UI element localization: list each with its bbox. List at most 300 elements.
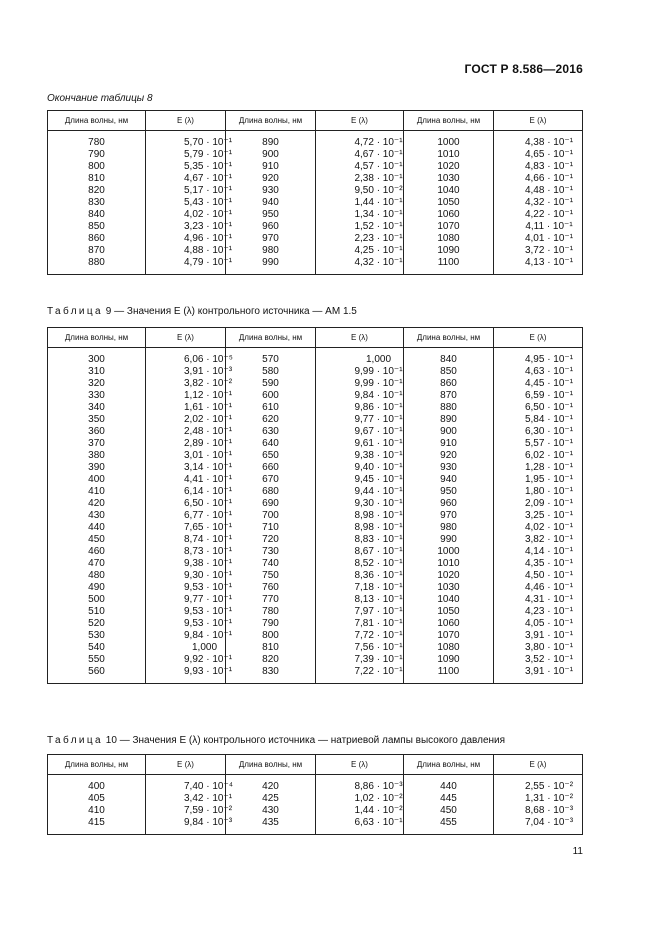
table9-caption-text: — Значения E (λ) контрольного источника — AM 1.5 xyxy=(114,306,357,317)
wavelength-cell: 920 xyxy=(404,450,494,462)
wavelength-cell: 550 xyxy=(48,654,146,666)
spectral-value-cell: 8,13 · 10⁻¹ xyxy=(316,594,404,606)
spectral-value-cell: 8,73 · 10⁻¹ xyxy=(146,546,226,558)
spectral-value-cell: 7,39 · 10⁻¹ xyxy=(316,654,404,666)
table-row xyxy=(48,378,583,390)
spectral-value-cell: 8,36 · 10⁻¹ xyxy=(316,570,404,582)
wavelength-cell: 400 xyxy=(48,775,146,794)
wavelength-cell: 1030 xyxy=(404,582,494,594)
spectral-value-cell: 3,91 · 10⁻³ xyxy=(146,366,226,378)
spectral-value-cell: 4,45 · 10⁻¹ xyxy=(494,378,583,390)
spectral-value-cell: 9,93 · 10⁻¹ xyxy=(146,666,226,684)
table-row xyxy=(48,594,583,606)
spectral-value-cell: 8,86 · 10⁻³ xyxy=(316,775,404,794)
spectral-value-cell: 1,44 · 10⁻¹ xyxy=(316,197,404,209)
wavelength-cell: 990 xyxy=(226,257,316,275)
spectral-value-cell: 6,59 · 10⁻¹ xyxy=(494,390,583,402)
table-row xyxy=(48,642,583,654)
spectral-value-cell: 6,77 · 10⁻¹ xyxy=(146,510,226,522)
spectral-value-cell: 9,44 · 10⁻¹ xyxy=(316,486,404,498)
column-header-wavelength: Длина волны, нм xyxy=(404,328,494,348)
wavelength-cell: 430 xyxy=(226,805,316,817)
table-row xyxy=(48,197,583,209)
column-header-wavelength: Длина волны, нм xyxy=(404,755,494,775)
spectral-value-cell: 9,84 · 10⁻¹ xyxy=(316,390,404,402)
wavelength-cell: 1070 xyxy=(404,221,494,233)
spectral-value-cell: 9,99 · 10⁻¹ xyxy=(316,366,404,378)
table10-caption-number: 10 xyxy=(105,735,117,746)
spectral-value-cell: 2,48 · 10⁻¹ xyxy=(146,426,226,438)
table-row xyxy=(48,570,583,582)
table-row xyxy=(48,474,583,486)
table-row xyxy=(48,606,583,618)
wavelength-cell: 960 xyxy=(226,221,316,233)
wavelength-cell: 425 xyxy=(226,793,316,805)
spectral-value-cell: 3,14 · 10⁻¹ xyxy=(146,462,226,474)
wavelength-cell: 1080 xyxy=(404,233,494,245)
spectral-value-cell: 6,30 · 10⁻¹ xyxy=(494,426,583,438)
table-row xyxy=(48,618,583,630)
spectral-value-cell: 3,52 · 10⁻¹ xyxy=(494,654,583,666)
spectral-value-cell: 8,52 · 10⁻¹ xyxy=(316,558,404,570)
wavelength-cell: 990 xyxy=(404,534,494,546)
spectral-value-cell: 4,67 · 10⁻¹ xyxy=(146,173,226,185)
table-row xyxy=(48,558,583,570)
wavelength-cell: 890 xyxy=(226,131,316,150)
wavelength-cell: 640 xyxy=(226,438,316,450)
spectral-value-cell: 4,72 · 10⁻¹ xyxy=(316,131,404,150)
table-row xyxy=(48,438,583,450)
spectral-value-cell: 1,44 · 10⁻² xyxy=(316,805,404,817)
wavelength-cell: 1100 xyxy=(404,257,494,275)
spectral-value-cell: 2,89 · 10⁻¹ xyxy=(146,438,226,450)
table-header-row xyxy=(48,328,583,348)
wavelength-cell: 930 xyxy=(404,462,494,474)
wavelength-cell: 1060 xyxy=(404,618,494,630)
wavelength-cell: 540 xyxy=(48,642,146,654)
wavelength-cell: 1080 xyxy=(404,642,494,654)
spectral-value-cell: 1,31 · 10⁻² xyxy=(494,793,583,805)
table-row xyxy=(48,233,583,245)
spectral-value-cell: 9,45 · 10⁻¹ xyxy=(316,474,404,486)
wavelength-cell: 1010 xyxy=(404,149,494,161)
spectral-value-cell: 4,96 · 10⁻¹ xyxy=(146,233,226,245)
wavelength-cell: 890 xyxy=(404,414,494,426)
table-row xyxy=(48,209,583,221)
wavelength-cell: 405 xyxy=(48,793,146,805)
wavelength-cell: 820 xyxy=(48,185,146,197)
wavelength-cell: 880 xyxy=(48,257,146,275)
spectral-value-cell: 9,30 · 10⁻¹ xyxy=(316,498,404,510)
table-row xyxy=(48,173,583,185)
spectral-value-cell: 4,66 · 10⁻¹ xyxy=(494,173,583,185)
table-row xyxy=(48,654,583,666)
table-row xyxy=(48,131,583,150)
wavelength-cell: 370 xyxy=(48,438,146,450)
wavelength-cell: 950 xyxy=(226,209,316,221)
table-row xyxy=(48,498,583,510)
column-header-value: E (λ) xyxy=(494,755,583,775)
spectral-value-cell: 2,09 · 10⁻¹ xyxy=(494,498,583,510)
table-row xyxy=(48,522,583,534)
wavelength-cell: 630 xyxy=(226,426,316,438)
spectral-value-cell: 6,50 · 10⁻¹ xyxy=(146,498,226,510)
spectral-value-cell: 1,000 xyxy=(146,642,226,654)
wavelength-cell: 400 xyxy=(48,474,146,486)
wavelength-cell: 360 xyxy=(48,426,146,438)
table-row xyxy=(48,149,583,161)
table8-caption: Окончание таблицы 8 xyxy=(47,93,153,104)
wavelength-cell: 940 xyxy=(226,197,316,209)
spectral-value-cell: 7,65 · 10⁻¹ xyxy=(146,522,226,534)
wavelength-cell: 730 xyxy=(226,546,316,558)
wavelength-cell: 470 xyxy=(48,558,146,570)
wavelength-cell: 620 xyxy=(226,414,316,426)
table-row xyxy=(48,793,583,805)
spectral-value-cell: 9,61 · 10⁻¹ xyxy=(316,438,404,450)
spectral-value-cell: 9,38 · 10⁻¹ xyxy=(316,450,404,462)
table-row xyxy=(48,534,583,546)
spectral-value-cell: 7,18 · 10⁻¹ xyxy=(316,582,404,594)
table-row xyxy=(48,462,583,474)
wavelength-cell: 445 xyxy=(404,793,494,805)
spectral-value-cell: 1,95 · 10⁻¹ xyxy=(494,474,583,486)
wavelength-cell: 420 xyxy=(226,775,316,794)
column-header-value: E (λ) xyxy=(316,755,404,775)
wavelength-cell: 650 xyxy=(226,450,316,462)
table-row xyxy=(48,666,583,684)
wavelength-cell: 860 xyxy=(48,233,146,245)
wavelength-cell: 490 xyxy=(48,582,146,594)
page-number: 11 xyxy=(572,846,583,857)
wavelength-cell: 1000 xyxy=(404,131,494,150)
wavelength-cell: 410 xyxy=(48,805,146,817)
wavelength-cell: 1010 xyxy=(404,558,494,570)
wavelength-cell: 1040 xyxy=(404,594,494,606)
table-row xyxy=(48,630,583,642)
spectral-value-cell: 9,67 · 10⁻¹ xyxy=(316,426,404,438)
spectral-value-cell: 9,30 · 10⁻¹ xyxy=(146,570,226,582)
wavelength-cell: 480 xyxy=(48,570,146,582)
column-header-value: E (λ) xyxy=(316,111,404,131)
wavelength-cell: 780 xyxy=(48,131,146,150)
column-header-wavelength: Длина волны, нм xyxy=(48,111,146,131)
wavelength-cell: 300 xyxy=(48,348,146,367)
table-row xyxy=(48,510,583,522)
wavelength-cell: 520 xyxy=(48,618,146,630)
wavelength-cell: 720 xyxy=(226,534,316,546)
spectral-value-cell: 1,80 · 10⁻¹ xyxy=(494,486,583,498)
spectral-value-cell: 7,40 · 10⁻⁴ xyxy=(146,775,226,794)
wavelength-cell: 1050 xyxy=(404,606,494,618)
table-row xyxy=(48,161,583,173)
column-header-value: E (λ) xyxy=(316,328,404,348)
table-row xyxy=(48,245,583,257)
table9-caption-number: 9 xyxy=(105,306,112,317)
spectral-value-cell: 4,35 · 10⁻¹ xyxy=(494,558,583,570)
table-row xyxy=(48,817,583,835)
spectral-value-cell: 8,83 · 10⁻¹ xyxy=(316,534,404,546)
table-row xyxy=(48,221,583,233)
spectral-value-cell: 8,68 · 10⁻³ xyxy=(494,805,583,817)
wavelength-cell: 970 xyxy=(226,233,316,245)
table-row xyxy=(48,486,583,498)
column-header-wavelength: Длина волны, нм xyxy=(48,755,146,775)
spectral-value-cell: 7,81 · 10⁻¹ xyxy=(316,618,404,630)
wavelength-cell: 350 xyxy=(48,414,146,426)
spectral-value-cell: 7,22 · 10⁻¹ xyxy=(316,666,404,684)
wavelength-cell: 690 xyxy=(226,498,316,510)
wavelength-cell: 1030 xyxy=(404,173,494,185)
wavelength-cell: 600 xyxy=(226,390,316,402)
wavelength-cell: 1090 xyxy=(404,654,494,666)
spectral-value-cell: 4,46 · 10⁻¹ xyxy=(494,582,583,594)
spectral-value-cell: 3,01 · 10⁻¹ xyxy=(146,450,226,462)
wavelength-cell: 440 xyxy=(404,775,494,794)
spectral-value-cell: 3,23 · 10⁻¹ xyxy=(146,221,226,233)
spectral-value-cell: 1,61 · 10⁻¹ xyxy=(146,402,226,414)
spectral-value-cell: 2,02 · 10⁻¹ xyxy=(146,414,226,426)
wavelength-cell: 610 xyxy=(226,402,316,414)
column-header-wavelength: Длина волны, нм xyxy=(404,111,494,131)
spectral-value-cell: 8,67 · 10⁻¹ xyxy=(316,546,404,558)
column-header-value: E (λ) xyxy=(146,111,226,131)
spectral-value-cell: 4,32 · 10⁻¹ xyxy=(316,257,404,275)
table10-caption xyxy=(47,735,505,746)
wavelength-cell: 1060 xyxy=(404,209,494,221)
spectral-value-cell: 4,88 · 10⁻¹ xyxy=(146,245,226,257)
spectral-value-cell: 9,84 · 10⁻³ xyxy=(146,817,226,835)
wavelength-cell: 870 xyxy=(404,390,494,402)
spectral-value-cell: 4,63 · 10⁻¹ xyxy=(494,366,583,378)
wavelength-cell: 760 xyxy=(226,582,316,594)
table-row xyxy=(48,348,583,367)
spectral-value-cell: 5,84 · 10⁻¹ xyxy=(494,414,583,426)
spectral-value-cell: 9,53 · 10⁻¹ xyxy=(146,582,226,594)
table9-caption-prefix: Таблица xyxy=(47,306,104,317)
spectral-value-cell: 9,92 · 10⁻¹ xyxy=(146,654,226,666)
wavelength-cell: 920 xyxy=(226,173,316,185)
wavelength-cell: 870 xyxy=(48,245,146,257)
wavelength-cell: 500 xyxy=(48,594,146,606)
spectral-value-cell: 5,79 · 10⁻¹ xyxy=(146,149,226,161)
column-header-wavelength: Длина волны, нм xyxy=(226,328,316,348)
document-standard-header: ГОСТ Р 8.586—2016 xyxy=(464,62,583,76)
wavelength-cell: 1020 xyxy=(404,570,494,582)
spectral-value-cell: 5,43 · 10⁻¹ xyxy=(146,197,226,209)
spectral-value-cell: 9,50 · 10⁻² xyxy=(316,185,404,197)
wavelength-cell: 680 xyxy=(226,486,316,498)
wavelength-cell: 530 xyxy=(48,630,146,642)
wavelength-cell: 790 xyxy=(226,618,316,630)
table-row xyxy=(48,366,583,378)
spectral-value-cell: 9,86 · 10⁻¹ xyxy=(316,402,404,414)
spectral-value-cell: 8,98 · 10⁻¹ xyxy=(316,522,404,534)
spectral-value-cell: 7,56 · 10⁻¹ xyxy=(316,642,404,654)
spectral-value-cell: 2,38 · 10⁻¹ xyxy=(316,173,404,185)
wavelength-cell: 950 xyxy=(404,486,494,498)
spectral-value-cell: 6,06 · 10⁻⁵ xyxy=(146,348,226,367)
wavelength-cell: 660 xyxy=(226,462,316,474)
wavelength-cell: 460 xyxy=(48,546,146,558)
wavelength-cell: 580 xyxy=(226,366,316,378)
wavelength-cell: 435 xyxy=(226,817,316,835)
table-row xyxy=(48,775,583,794)
wavelength-cell: 980 xyxy=(404,522,494,534)
spectral-value-cell: 4,57 · 10⁻¹ xyxy=(316,161,404,173)
wavelength-cell: 970 xyxy=(404,510,494,522)
spectral-value-cell: 4,95 · 10⁻¹ xyxy=(494,348,583,367)
wavelength-cell: 910 xyxy=(226,161,316,173)
spectral-value-cell: 3,82 · 10⁻² xyxy=(146,378,226,390)
wavelength-cell: 420 xyxy=(48,498,146,510)
spectral-value-cell: 9,53 · 10⁻¹ xyxy=(146,606,226,618)
wavelength-cell: 455 xyxy=(404,817,494,835)
spectral-value-cell: 4,41 · 10⁻¹ xyxy=(146,474,226,486)
spectral-value-cell: 4,38 · 10⁻¹ xyxy=(494,131,583,150)
table10-caption-text: — Значения E (λ) контрольного источника — натриевой лампы высокого давления xyxy=(119,735,506,746)
spectral-value-cell: 8,98 · 10⁻¹ xyxy=(316,510,404,522)
wavelength-cell: 410 xyxy=(48,486,146,498)
spectral-value-cell: 1,02 · 10⁻² xyxy=(316,793,404,805)
column-header-value: E (λ) xyxy=(494,328,583,348)
spectral-value-cell: 4,02 · 10⁻¹ xyxy=(494,522,583,534)
wavelength-cell: 780 xyxy=(226,606,316,618)
wavelength-cell: 850 xyxy=(404,366,494,378)
wavelength-cell: 840 xyxy=(404,348,494,367)
table-row xyxy=(48,390,583,402)
wavelength-cell: 450 xyxy=(48,534,146,546)
wavelength-cell: 590 xyxy=(226,378,316,390)
spectral-value-cell: 1,34 · 10⁻¹ xyxy=(316,209,404,221)
wavelength-cell: 1040 xyxy=(404,185,494,197)
wavelength-cell: 960 xyxy=(404,498,494,510)
spectral-value-cell: 4,83 · 10⁻¹ xyxy=(494,161,583,173)
spectral-value-cell: 9,77 · 10⁻¹ xyxy=(316,414,404,426)
wavelength-cell: 980 xyxy=(226,245,316,257)
spectral-value-cell: 9,40 · 10⁻¹ xyxy=(316,462,404,474)
spectral-value-cell: 6,14 · 10⁻¹ xyxy=(146,486,226,498)
spectral-value-cell: 4,11 · 10⁻¹ xyxy=(494,221,583,233)
spectral-value-cell: 4,25 · 10⁻¹ xyxy=(316,245,404,257)
spectral-value-cell: 5,70 · 10⁻¹ xyxy=(146,131,226,150)
spectral-value-cell: 8,74 · 10⁻¹ xyxy=(146,534,226,546)
spectral-value-cell: 9,84 · 10⁻¹ xyxy=(146,630,226,642)
wavelength-cell: 810 xyxy=(226,642,316,654)
spectral-value-cell: 4,48 · 10⁻¹ xyxy=(494,185,583,197)
table-header-row xyxy=(48,755,583,775)
wavelength-cell: 560 xyxy=(48,666,146,684)
wavelength-cell: 910 xyxy=(404,438,494,450)
wavelength-cell: 1100 xyxy=(404,666,494,684)
spectral-value-cell: 1,000 xyxy=(316,348,404,367)
wavelength-cell: 570 xyxy=(226,348,316,367)
wavelength-cell: 930 xyxy=(226,185,316,197)
wavelength-cell: 380 xyxy=(48,450,146,462)
spectral-value-cell: 4,32 · 10⁻¹ xyxy=(494,197,583,209)
wavelength-cell: 800 xyxy=(48,161,146,173)
spectral-value-cell: 3,82 · 10⁻¹ xyxy=(494,534,583,546)
table-row xyxy=(48,805,583,817)
wavelength-cell: 390 xyxy=(48,462,146,474)
wavelength-cell: 710 xyxy=(226,522,316,534)
wavelength-cell: 940 xyxy=(404,474,494,486)
wavelength-cell: 310 xyxy=(48,366,146,378)
spectral-value-cell: 7,04 · 10⁻³ xyxy=(494,817,583,835)
spectral-value-cell: 9,99 · 10⁻¹ xyxy=(316,378,404,390)
spectral-value-cell: 9,53 · 10⁻¹ xyxy=(146,618,226,630)
spectral-value-cell: 7,72 · 10⁻¹ xyxy=(316,630,404,642)
table8 xyxy=(47,110,583,275)
table-row xyxy=(48,185,583,197)
wavelength-cell: 1020 xyxy=(404,161,494,173)
spectral-value-cell: 2,55 · 10⁻² xyxy=(494,775,583,794)
wavelength-cell: 900 xyxy=(226,149,316,161)
spectral-value-cell: 1,52 · 10⁻¹ xyxy=(316,221,404,233)
wavelength-cell: 830 xyxy=(226,666,316,684)
table-row xyxy=(48,426,583,438)
spectral-value-cell: 1,12 · 10⁻¹ xyxy=(146,390,226,402)
wavelength-cell: 860 xyxy=(404,378,494,390)
wavelength-cell: 415 xyxy=(48,817,146,835)
wavelength-cell: 510 xyxy=(48,606,146,618)
table-row xyxy=(48,450,583,462)
column-header-value: E (λ) xyxy=(146,755,226,775)
wavelength-cell: 750 xyxy=(226,570,316,582)
wavelength-cell: 800 xyxy=(226,630,316,642)
column-header-value: E (λ) xyxy=(494,111,583,131)
spectral-value-cell: 7,97 · 10⁻¹ xyxy=(316,606,404,618)
spectral-value-cell: 9,38 · 10⁻¹ xyxy=(146,558,226,570)
spectral-value-cell: 4,13 · 10⁻¹ xyxy=(494,257,583,275)
spectral-value-cell: 5,35 · 10⁻¹ xyxy=(146,161,226,173)
spectral-value-cell: 3,91 · 10⁻¹ xyxy=(494,630,583,642)
column-header-wavelength: Длина волны, нм xyxy=(48,328,146,348)
wavelength-cell: 850 xyxy=(48,221,146,233)
table-row xyxy=(48,546,583,558)
table-row xyxy=(48,582,583,594)
wavelength-cell: 830 xyxy=(48,197,146,209)
spectral-value-cell: 4,50 · 10⁻¹ xyxy=(494,570,583,582)
spectral-value-cell: 4,23 · 10⁻¹ xyxy=(494,606,583,618)
wavelength-cell: 1000 xyxy=(404,546,494,558)
wavelength-cell: 820 xyxy=(226,654,316,666)
table10 xyxy=(47,754,583,835)
spectral-value-cell: 1,28 · 10⁻¹ xyxy=(494,462,583,474)
wavelength-cell: 810 xyxy=(48,173,146,185)
spectral-value-cell: 5,17 · 10⁻¹ xyxy=(146,185,226,197)
wavelength-cell: 1050 xyxy=(404,197,494,209)
spectral-value-cell: 3,42 · 10⁻¹ xyxy=(146,793,226,805)
wavelength-cell: 440 xyxy=(48,522,146,534)
wavelength-cell: 1070 xyxy=(404,630,494,642)
column-header-wavelength: Длина волны, нм xyxy=(226,755,316,775)
spectral-value-cell: 4,22 · 10⁻¹ xyxy=(494,209,583,221)
table-row xyxy=(48,402,583,414)
table9-caption xyxy=(47,306,357,317)
wavelength-cell: 790 xyxy=(48,149,146,161)
spectral-value-cell: 7,59 · 10⁻² xyxy=(146,805,226,817)
spectral-value-cell: 9,77 · 10⁻¹ xyxy=(146,594,226,606)
spectral-value-cell: 4,02 · 10⁻¹ xyxy=(146,209,226,221)
spectral-value-cell: 3,25 · 10⁻¹ xyxy=(494,510,583,522)
table-row xyxy=(48,414,583,426)
spectral-value-cell: 5,57 · 10⁻¹ xyxy=(494,438,583,450)
spectral-value-cell: 4,65 · 10⁻¹ xyxy=(494,149,583,161)
table-header-row xyxy=(48,111,583,131)
spectral-value-cell: 6,02 · 10⁻¹ xyxy=(494,450,583,462)
wavelength-cell: 340 xyxy=(48,402,146,414)
